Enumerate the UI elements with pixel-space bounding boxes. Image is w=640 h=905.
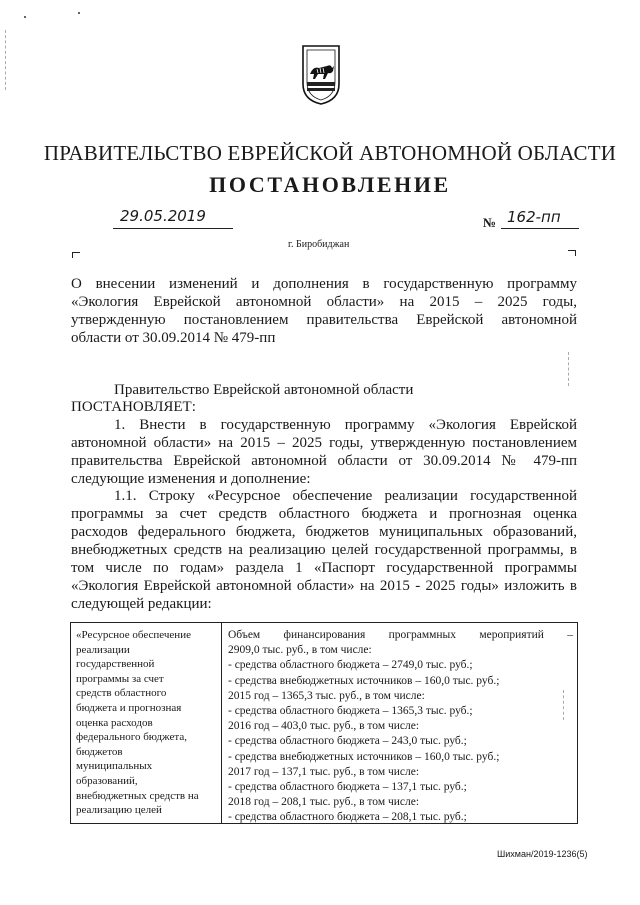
- cell-line: «Ресурсное обеспечение: [76, 629, 191, 641]
- paragraph-line: расходов федерального бюджета, бюджетов муниципальных образований,: [71, 524, 577, 540]
- decree-number-field: [501, 208, 579, 229]
- cell-line: - средства внебюджетных источников – 160,0 тыс. руб.;: [228, 750, 500, 763]
- scan-artifact: [24, 16, 26, 18]
- scan-artifact: [78, 12, 80, 14]
- paragraph-1-1: [71, 487, 577, 613]
- cell-line: - средства внебюджетных источников – 160,0 тыс. руб.;: [228, 674, 500, 687]
- cell-line: 2015 год – 1365,3 тыс. руб., в том числе:: [228, 689, 425, 702]
- decree-title: ПОСТАНОВЛЕНИЕ: [209, 172, 451, 197]
- preamble-text: Правительство Еврейской автономной области: [114, 382, 414, 398]
- corner-mark-right: [568, 250, 576, 256]
- paragraph-line: следующие изменения и дополнение:: [71, 471, 311, 487]
- cell-line: федерального бюджета,: [76, 731, 187, 744]
- cell-line: средств областного: [76, 687, 167, 700]
- cell-line: Объем финансирования программных мероприятий –: [228, 629, 573, 641]
- cell-line: внебюджетных средств на: [76, 789, 199, 802]
- subject-line: области от 30.09.2014 № 479-пп: [71, 330, 276, 346]
- cell-line: - средства областного бюджета – 1365,3 тыс. руб.;: [228, 704, 473, 717]
- cell-line: 2018 год – 208,1 тыс. руб., в том числе:: [228, 796, 420, 809]
- decree-date-field: [113, 205, 233, 229]
- paragraph-line: 1. Внести в государственную программу «Экология Еврейской: [114, 417, 577, 433]
- cell-line: - средства областного бюджета – 243,0 тыс. руб.;: [228, 735, 467, 748]
- scan-artifact: [5, 30, 6, 90]
- subject-line: утвержденную постановлением правительства Еврейской автономной: [71, 312, 577, 328]
- paragraph-line: 1.1. Строку «Ресурсное обеспечение реализации государственной: [114, 488, 577, 504]
- resource-table: [70, 622, 578, 824]
- paragraph-line: том числе по годам» раздела 1 «Паспорт государственной программы: [71, 560, 577, 576]
- cell-line: реализацию целей: [76, 804, 162, 817]
- cell-line: реализации: [76, 643, 130, 656]
- number-sign: №: [483, 215, 497, 230]
- decree-date: 29.05.2019: [120, 207, 206, 225]
- resolves-heading: ПОСТАНОВЛЯЕТ:: [71, 399, 196, 415]
- cell-line: - средства областного бюджета – 208,1 тыс. руб.;: [228, 811, 467, 824]
- cell-line: оценка расходов: [76, 716, 153, 729]
- cell-line: - средства областного бюджета – 2749,0 тыс. руб.;: [228, 659, 473, 672]
- cell-line: 2909,0 тыс. руб., в том числе:: [228, 644, 372, 657]
- cell-line: образований,: [76, 774, 138, 787]
- cell-line: бюджета и прогнозная: [76, 701, 182, 714]
- decree-subject: [71, 275, 577, 347]
- paragraph-1: [71, 416, 577, 488]
- cell-line: 2016 год – 403,0 тыс. руб., в том числе:: [228, 720, 420, 733]
- government-title: ПРАВИТЕЛЬСТВО ЕВРЕЙСКОЙ АВТОНОМНОЙ ОБЛАСТИ: [43, 141, 617, 165]
- table-column-divider: [221, 623, 222, 823]
- cell-line: государственной: [76, 658, 155, 671]
- corner-mark-left: [72, 252, 80, 258]
- paragraph-line: «Экология Еврейской автономной области» на 2015 - 2025 годы» изложить в: [71, 578, 577, 594]
- table-cell-label: [76, 628, 221, 818]
- cell-line: - средства областного бюджета – 137,1 тыс. руб.;: [228, 780, 467, 793]
- subject-line: «Экология Еврейской автономной области» на 2015 – 2025 годы,: [71, 294, 577, 310]
- cell-line: программы за счет: [76, 672, 164, 685]
- paragraph-line: программы за счет средств областного бюджета и прогнозная оценка: [71, 506, 577, 522]
- paragraph-line: правительства Еврейской автономной области от 30.09.2014 № 479-пп: [71, 453, 577, 469]
- cell-line: муниципальных: [76, 760, 153, 773]
- paragraph-line: автономной области» на 2015 – 2025 годы, утвержденную постановлением: [71, 435, 577, 451]
- paragraph-line: следующей редакции:: [71, 596, 212, 612]
- cell-line: 2017 год – 137,1 тыс. руб., в том числе:: [228, 765, 420, 778]
- table-cell-value: [228, 628, 573, 825]
- scan-artifact: [568, 352, 569, 386]
- decree-number: 162-пп: [507, 208, 561, 226]
- cell-line: бюджетов: [76, 745, 123, 758]
- subject-line: О внесении изменений и дополнения в государственную программу: [71, 276, 577, 292]
- city-name: г. Биробиджан: [288, 239, 350, 250]
- coat-of-arms-emblem: [301, 44, 341, 106]
- paragraph-line: внебюджетных средств на реализацию целей государственной программы, в: [71, 542, 577, 558]
- document-code: Шихман/2019-1236(5): [497, 849, 588, 859]
